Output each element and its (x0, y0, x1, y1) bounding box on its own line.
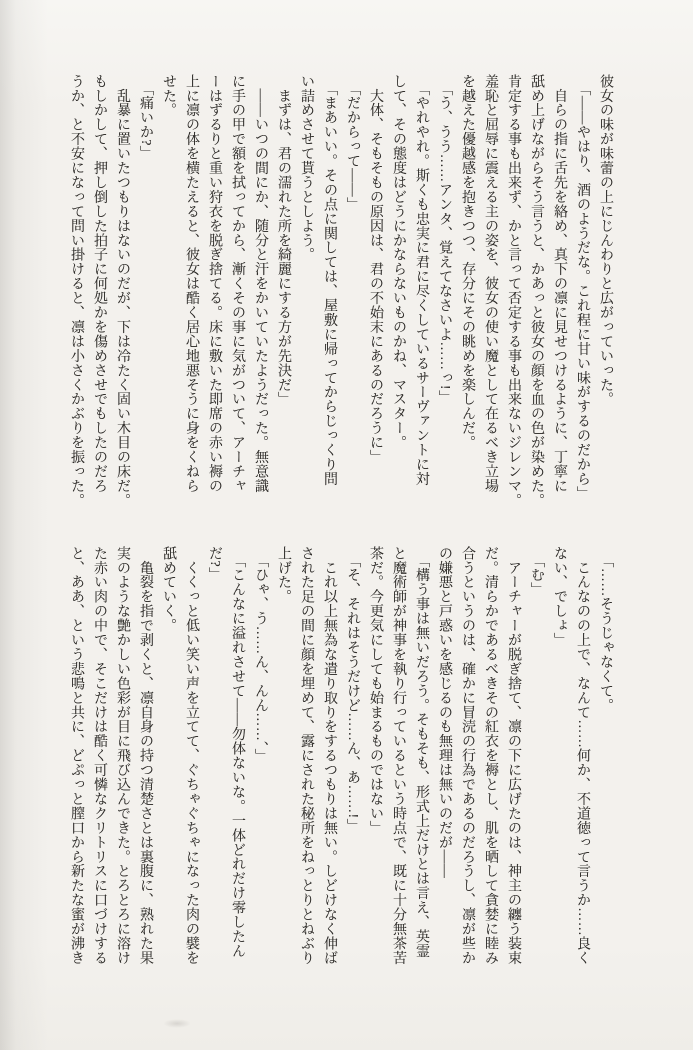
text-line: 亀裂を指で剥くと、凛自身の持つ清楚さとは裏腹に、熟れた果 (138, 546, 153, 966)
text-line: 「う、うう……アンタ、覚えてなさいよ……っ!」 (437, 74, 452, 405)
text-line: 茶だ。今更気にしても始まるものではない」 (368, 546, 383, 835)
text-line: と、ああ、という悲鳴と共に、どぷっと膣口から新たな蜜が沸き (69, 546, 84, 966)
text-line: と魔術師が神事を執り行っているという時点で、既に十分無茶苦 (391, 546, 406, 966)
text-line: い詰めさせて貰うとしよう。 (299, 74, 314, 262)
text-line: 自らの指に舌先を絡め、真下の凛に見せつけるように、丁寧に (552, 74, 567, 494)
text-line: 彼女の味が味蕾の上にじんわりと広がっていった。 (598, 74, 613, 407)
text-line: ――いつの間にか、随分と汗をかいていたようだった。無意識 (253, 74, 268, 494)
text-line: 舐め上げながらそう言うと、かあっと彼女の顔を血の色が染めた。 (529, 74, 544, 508)
text-line: 乱暴に置いたつもりはないのだが、下は冷たく固い木目の床だ。 (115, 74, 130, 508)
text-line: 実のような艶かしい色彩が目に飛び込んできた。とろとろに溶け (115, 546, 130, 966)
text-line: 肯定する事も出来ず、かと言って否定する事も出来ないジレンマ。 (506, 74, 521, 508)
text-line: 「む」 (529, 546, 544, 597)
text-line: こんなのの上で、なんて……何か、不道徳って言うか……良く (575, 546, 590, 966)
text-band-bottom (65, 546, 617, 988)
text-line: を越えた優越感を抱きつつ、存分にその眺めを楽しんだ。 (460, 74, 475, 450)
text-line: 「そ、それはそうだけど……ん、あ……!」 (345, 546, 360, 834)
text-line: 「やれやれ。斯くも忠実に君に尽くしているサーヴァントに対 (414, 74, 429, 487)
text-line: して、その態度はどうにかならないものかね、マスター。 (391, 74, 406, 450)
text-line: 「だからって――」 (345, 74, 360, 212)
text-line: だ。清らかであるべきその紅衣を褥とし、肌を晒して貪婪に睦み (483, 546, 498, 966)
text-line: 大体、そもそもの原因は、君の不始末にあるのだろうに」 (368, 74, 383, 465)
text-line: 「構う事は無いだろう。そもそも、形式上だけとは言え、英霊 (414, 546, 429, 959)
text-line: これ以上無為な遣り取りをするつもりは無い。しどけなく伸ば (322, 546, 337, 966)
text-line: くくっと低い笑い声を立てて、ぐちゃぐちゃになった肉の襞を (184, 546, 199, 966)
text-line: せた。 (161, 74, 176, 118)
text-line: 「こんなに溢れさせて――勿体ないな。一体どれだけ零したん (230, 546, 245, 959)
text-line: 「痛いか?」 (138, 74, 153, 161)
scan-smudge (163, 1019, 191, 1028)
text-line: 上げた。 (276, 546, 291, 604)
text-line: もしかして、押し倒した拍子に何処かを傷めさせでもしたのだろ (92, 74, 107, 494)
text-line: アーチャーが脱ぎ捨て、凛の下に広げたのは、神主の纏う装束 (506, 546, 521, 966)
text-line: 合うというのは、確かに冒涜の行為であるのだろうし、凛が些か (460, 546, 475, 966)
text-line: 「ひゃ、う……ん、んん……、」 (253, 546, 268, 764)
text-line: された足の間に顔を埋めて、露にされた秘所をねっとりとねぶり (299, 546, 314, 966)
text-band-top (65, 74, 617, 516)
text-line: 舐めていく。 (161, 546, 176, 633)
text-line: 羞恥と屈辱に震える主の姿を、彼女の使い魔として在るべき立場 (483, 74, 498, 494)
text-line: 「……そうじゃなくて。 (598, 546, 613, 713)
text-line: 「――やはり、酒のようだな。これ程に甘い味がするのだから」 (575, 74, 590, 501)
text-line: ーはずるりと重い狩衣を脱ぎ捨てる。床に敷いた即席の赤い褥の (207, 74, 222, 494)
text-line: の嫌悪と戸惑いを感じるのも無理は無いのだが―― (437, 546, 452, 879)
text-line: に手の甲で額を拭ってから、漸くその事に気がついて、アーチャ (230, 74, 245, 494)
text-line: だ?」 (207, 546, 222, 582)
text-line: 上に凛の体を横たえると、彼女は酷く居心地悪そうに身をくねら (184, 74, 199, 494)
text-line: ない、でしょ」 (552, 546, 567, 648)
text-line: 「まあいい。その点に関しては、屋敷に帰ってからじっくり問 (322, 74, 337, 487)
text-line: うか、と不安になって問い掛けると、凛は小さくかぶりを振った。 (69, 74, 84, 508)
text-line: た赤い肉の中で、そこだけは酷く可憐なクリトリスに口づけする (92, 546, 107, 966)
text-line: まずは、君の濡れた所を綺麗にする方が先決だ」 (276, 74, 291, 407)
